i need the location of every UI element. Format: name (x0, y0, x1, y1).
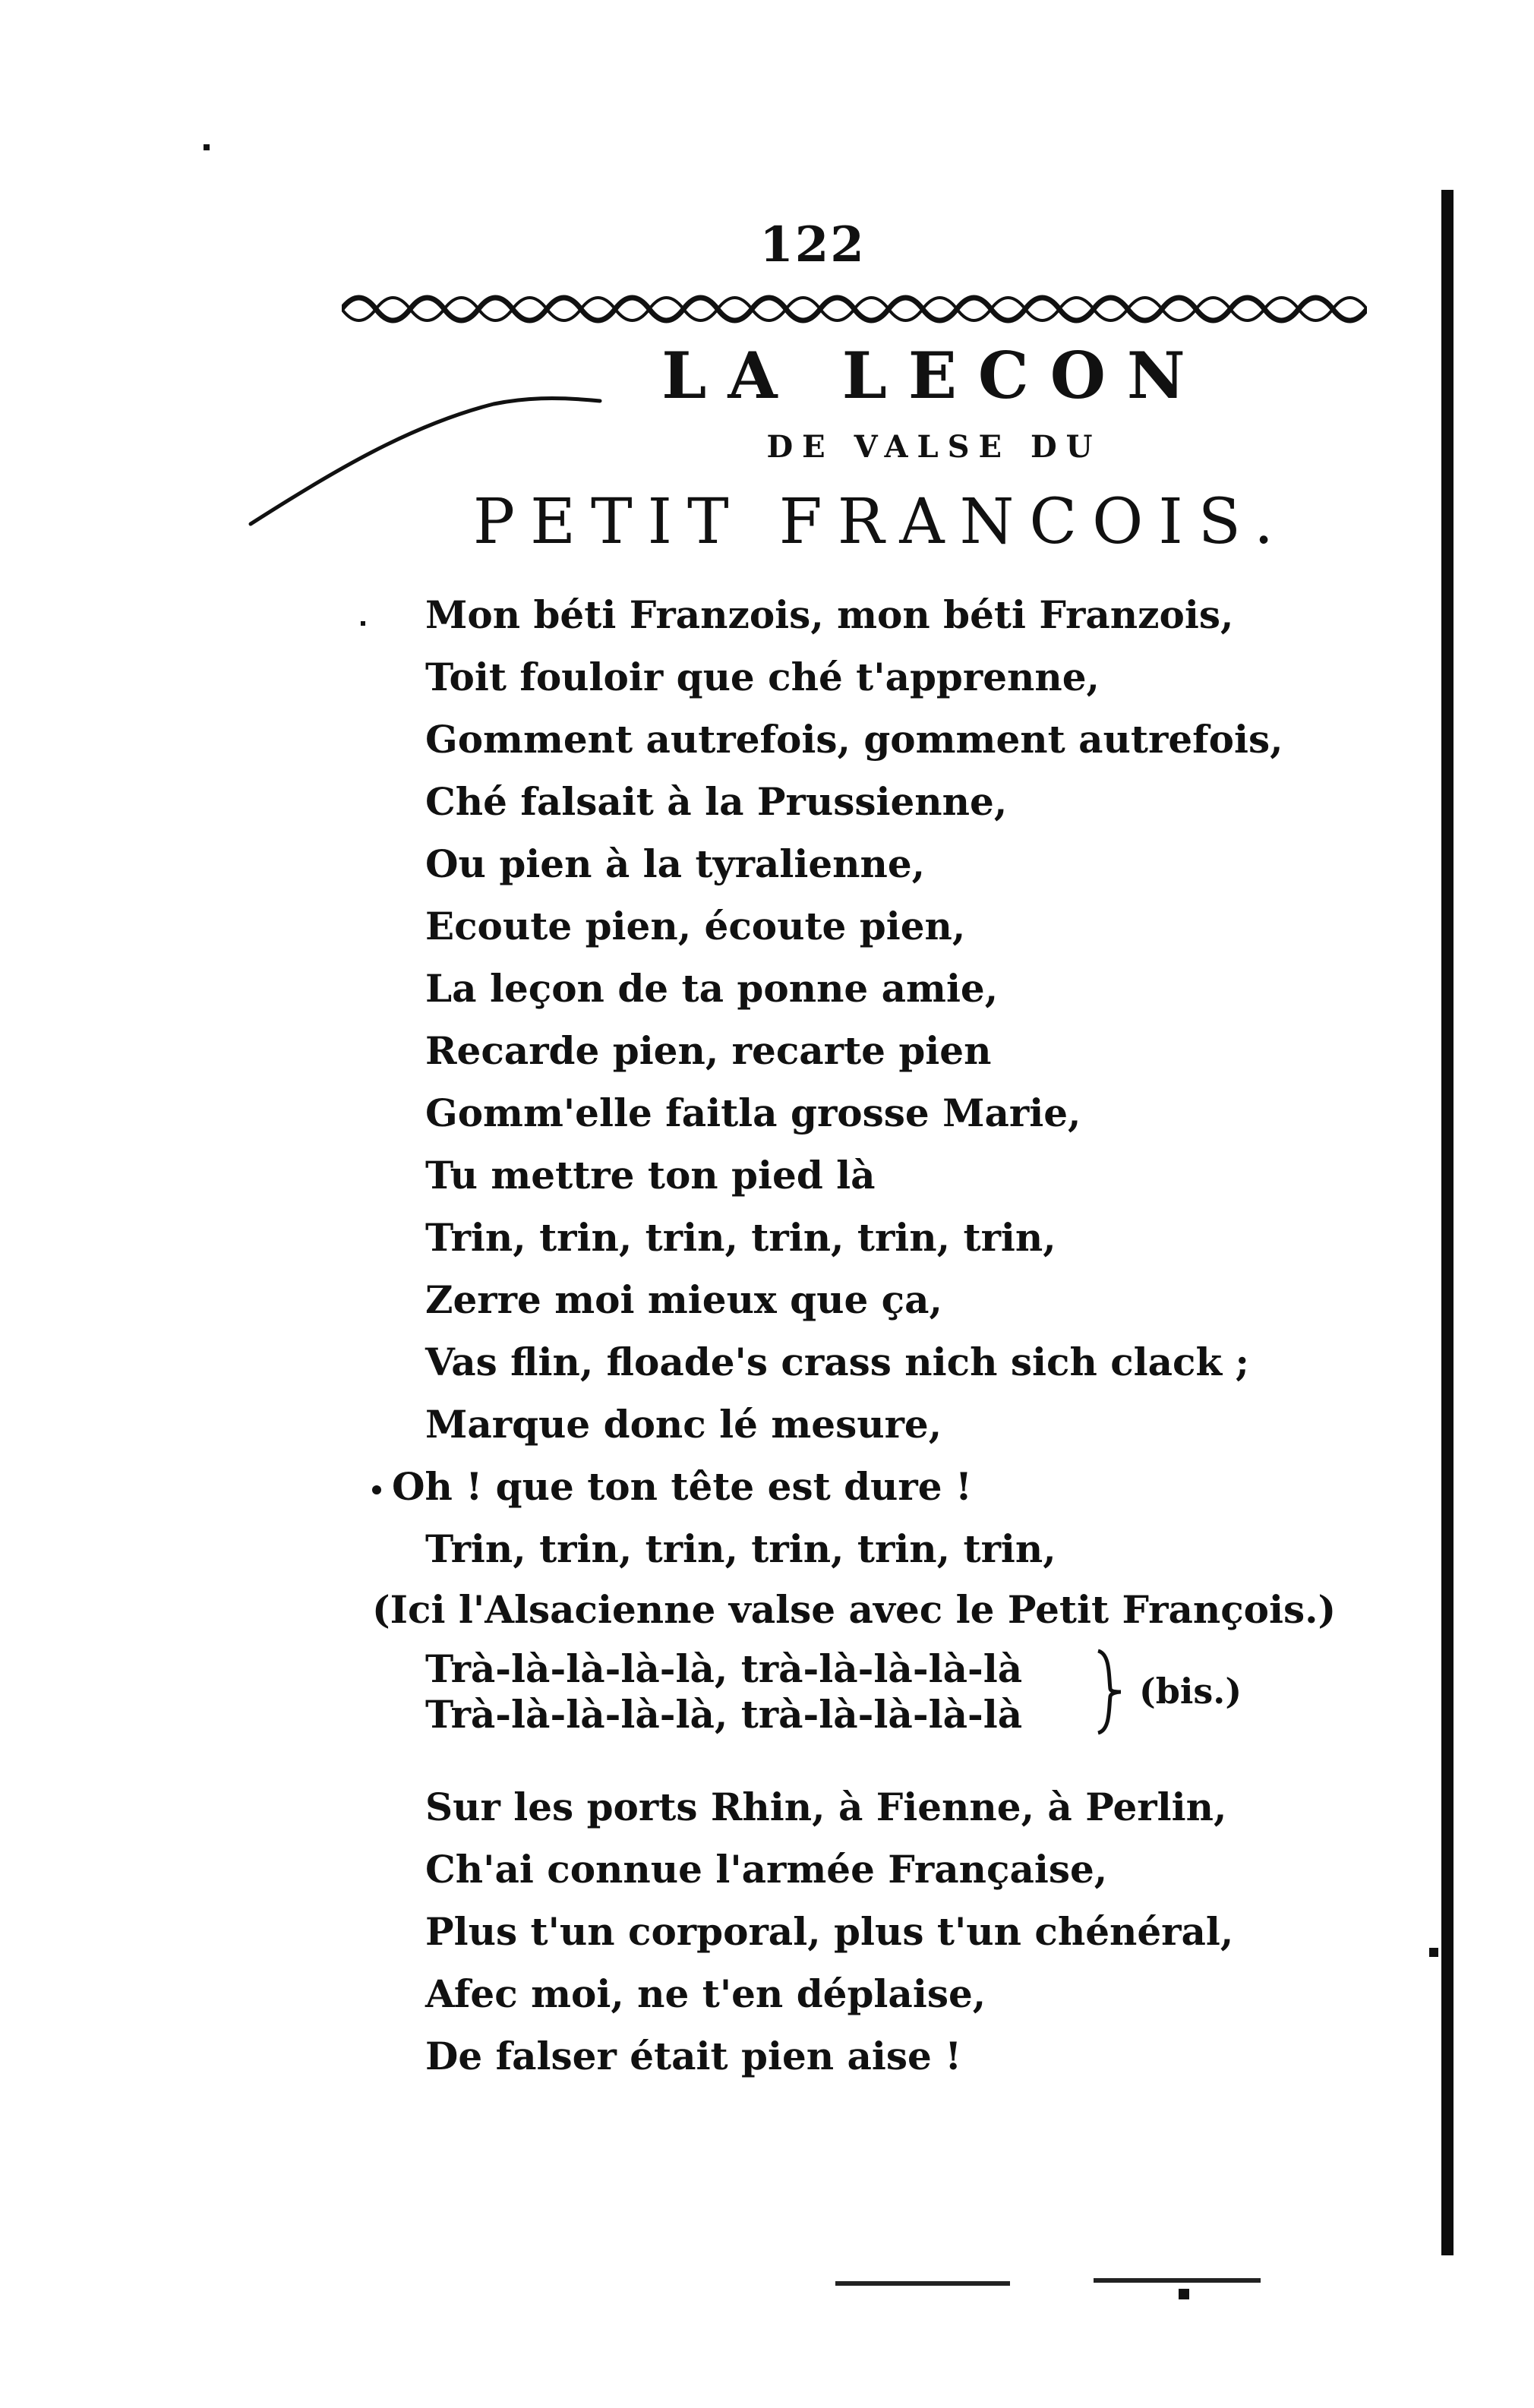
scan-speck (1429, 1948, 1438, 1957)
verse-line: Ché falsait à la Prussienne, (425, 779, 1008, 824)
verse-line: Plus t'un corporal, plus t'un chénéral, (425, 1909, 1234, 1954)
footer-scan-mark (835, 2281, 1010, 2286)
title-subtitle: DE VALSE DU (766, 429, 1102, 465)
verse-line: Tu mettre ton pied là (425, 1153, 876, 1198)
verse-line-text: Oh ! que ton tête est dure ! (392, 1464, 972, 1509)
footer-scan-mark (1094, 2278, 1261, 2283)
refrain-line: Trà-là-là-là-là, trà-là-là-là-là (425, 1646, 1023, 1691)
verse-line: Recarde pien, recarte pien (425, 1028, 992, 1073)
verse-line: Afec moi, ne t'en déplaise, (425, 1971, 986, 2016)
scan-speck (361, 621, 365, 626)
verse-line-bulleted (372, 1464, 1359, 1510)
verse-line: Vas flin, floade's crass nich sich clack ; (425, 1340, 1249, 1384)
verse-line: Trin, trin, trin, trin, trin, trin, (425, 1526, 1056, 1571)
refrain-line: Trà-là-là-là-là, trà-là-là-là-là (425, 1692, 1023, 1737)
scan-speck (204, 144, 210, 150)
verse-line: Gomment autrefois, gomment autrefois, (425, 717, 1283, 762)
verse-line: Ch'ai connue l'armée Française, (425, 1847, 1108, 1892)
verse-line: Trin, trin, trin, trin, trin, trin, (425, 1215, 1056, 1260)
bis-label: (bis.) (1139, 1671, 1242, 1712)
ornamental-border (342, 290, 1367, 328)
scan-speck (1179, 2289, 1189, 2299)
title-main: LA LECON (661, 338, 1207, 413)
verse-line: Marque donc lé mesure, (425, 1402, 942, 1447)
verse-line: Zerre moi mieux que ça, (425, 1277, 942, 1322)
verse-line: De falser était pien aise ! (425, 2034, 962, 2078)
title-name: PETIT FRANCOIS. (472, 486, 1289, 558)
verse-line: Ou pien à la tyralienne, (425, 841, 926, 886)
refrain-brace (1094, 1646, 1124, 1737)
verse-line: La leçon de ta ponne amie, (425, 966, 999, 1011)
verse-line: Ecoute pien, écoute pien, (425, 904, 966, 948)
page-spine-rule (1441, 190, 1454, 2255)
verse-line: Mon béti Franzois, mon béti Franzois, (425, 592, 1234, 637)
page-number: 122 (759, 216, 866, 273)
verse-line: Gomm'elle faitla grosse Marie, (425, 1090, 1081, 1135)
bullet-mark (372, 1485, 381, 1494)
handwritten-pen-stroke (243, 380, 608, 547)
verse-line: Sur les ports Rhin, à Fienne, à Perlin, (425, 1785, 1227, 1829)
verse-line: Toit fouloir que ché t'apprenne, (425, 655, 1100, 699)
stage-direction: (Ici l'Alsacienne valse avec le Petit François.) (372, 1587, 1337, 1632)
